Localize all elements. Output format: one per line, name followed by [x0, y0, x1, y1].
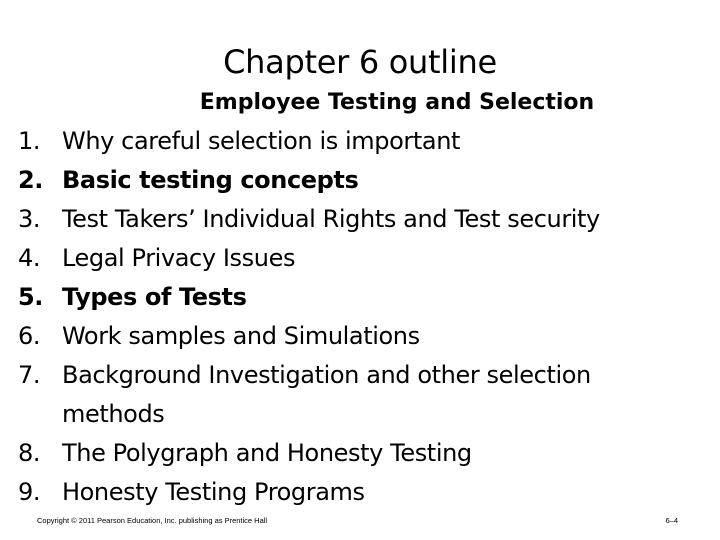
item-text: Basic testing concepts [62, 166, 359, 194]
outline-item-8 [18, 434, 708, 473]
item-text: Background Investigation and other selection [62, 361, 591, 389]
outline-list [18, 122, 708, 512]
slide-title: Chapter 6 outline [223, 43, 497, 81]
item-text: Honesty Testing Programs [62, 478, 365, 506]
slide-subtitle: Employee Testing and Selection [199, 90, 595, 115]
outline-item-9 [18, 473, 708, 512]
item-text-continuation: methods [62, 400, 165, 428]
page-number: 6–4 [665, 516, 678, 525]
item-number: 7. [18, 361, 41, 389]
item-number: 2. [18, 166, 44, 194]
outline-item-2 [18, 161, 708, 200]
outline-item-5 [18, 278, 708, 317]
item-number: 5. [18, 283, 44, 311]
item-number: 3. [18, 205, 41, 233]
item-text: The Polygraph and Honesty Testing [62, 439, 472, 467]
outline-item-3 [18, 200, 708, 239]
outline-item-1 [18, 122, 708, 161]
item-text: Why careful selection is important [62, 127, 461, 155]
outline-item-6 [18, 317, 708, 356]
item-number: 1. [18, 127, 41, 155]
copyright-footer: Copyright © 2011 Pearson Education, Inc. publishing as Prentice Hall [37, 516, 268, 525]
item-text: Types of Tests [62, 283, 247, 311]
item-text: Work samples and Simulations [62, 322, 420, 350]
item-number: 6. [18, 322, 41, 350]
outline-item-7-continuation [18, 395, 708, 434]
item-text: Legal Privacy Issues [62, 244, 296, 272]
outline-item-4 [18, 239, 708, 278]
item-number: 8. [18, 439, 41, 467]
item-text: Test Takers’ Individual Rights and Test security [62, 205, 600, 233]
item-number: 4. [18, 244, 41, 272]
item-number: 9. [18, 478, 41, 506]
outline-item-7 [18, 356, 708, 395]
